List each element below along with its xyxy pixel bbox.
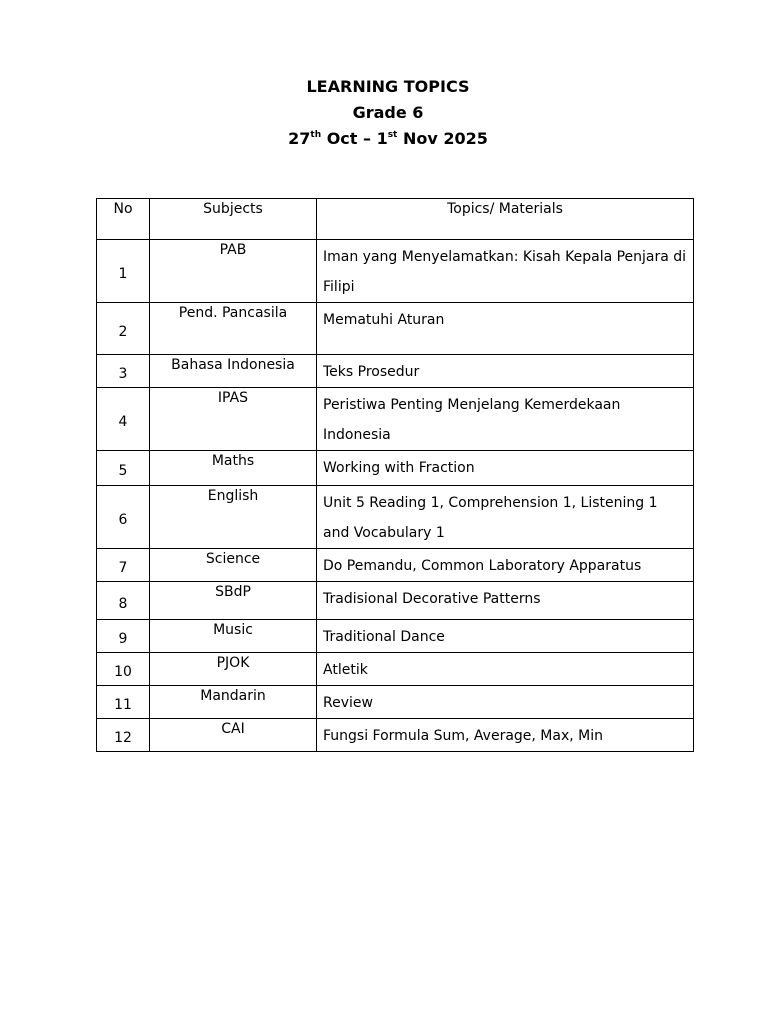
row-number: 8 [97,582,150,620]
row-topic: Review [317,686,694,719]
table-row [97,303,694,355]
row-subject: Maths [150,451,317,486]
row-topic: Teks Prosedur [317,355,694,388]
row-subject: SBdP [150,582,317,620]
row-subject: Science [150,549,317,582]
title-heading: LEARNING TOPICS [306,77,470,96]
table-row [97,486,694,549]
row-topic: Atletik [317,653,694,686]
row-topic: Unit 5 Reading 1, Comprehension 1, Listening 1 and Vocabulary 1 [317,486,694,549]
row-topic: Fungsi Formula Sum, Average, Max, Min [317,719,694,752]
date-range [0,126,768,152]
table-row [97,549,694,582]
row-number: 9 [97,620,150,653]
table-row [97,582,694,620]
row-number: 1 [97,240,150,303]
table-row [97,719,694,752]
row-topic: Iman yang Menyelamatkan: Kisah Kepala Penjara di Filipi [317,240,694,303]
header-no: No [97,199,150,240]
row-subject: PAB [150,240,317,303]
table-row [97,240,694,303]
date-end-suffix: st [387,130,398,140]
table-row [97,355,694,388]
row-number: 6 [97,486,150,549]
row-subject: IPAS [150,388,317,451]
table-row [97,451,694,486]
row-topic: Working with Fraction [317,451,694,486]
row-subject: English [150,486,317,549]
row-subject: Mandarin [150,686,317,719]
table-row [97,620,694,653]
grade-label: Grade 6 [352,103,424,122]
row-topic: Traditional Dance [317,620,694,653]
row-number: 11 [97,686,150,719]
row-number: 5 [97,451,150,486]
row-number: 3 [97,355,150,388]
table-header-row [97,199,694,240]
date-end: Nov 2025 [397,129,488,148]
date-start-suffix: th [310,130,322,140]
date-start-day: 27 [288,129,311,148]
row-number: 10 [97,653,150,686]
table-row [97,686,694,719]
row-number: 12 [97,719,150,752]
row-subject: Bahasa Indonesia [150,355,317,388]
row-subject: Pend. Pancasila [150,303,317,355]
table-row [97,388,694,451]
learning-topics-table [96,198,694,752]
row-topic: Peristiwa Penting Menjelang Kemerdekaan Indonesia [317,388,694,451]
row-topic: Tradisional Decorative Patterns [317,582,694,620]
row-number: 4 [97,388,150,451]
row-subject: CAI [150,719,317,752]
row-subject: Music [150,620,317,653]
document-title [0,74,768,152]
row-subject: PJOK [150,653,317,686]
header-subjects: Subjects [150,199,317,240]
date-middle: Oct – 1 [321,129,388,148]
row-number: 2 [97,303,150,355]
header-topics: Topics/ Materials [317,199,694,240]
row-topic: Do Pemandu, Common Laboratory Apparatus [317,549,694,582]
table-row [97,653,694,686]
row-topic: Mematuhi Aturan [317,303,694,355]
row-number: 7 [97,549,150,582]
